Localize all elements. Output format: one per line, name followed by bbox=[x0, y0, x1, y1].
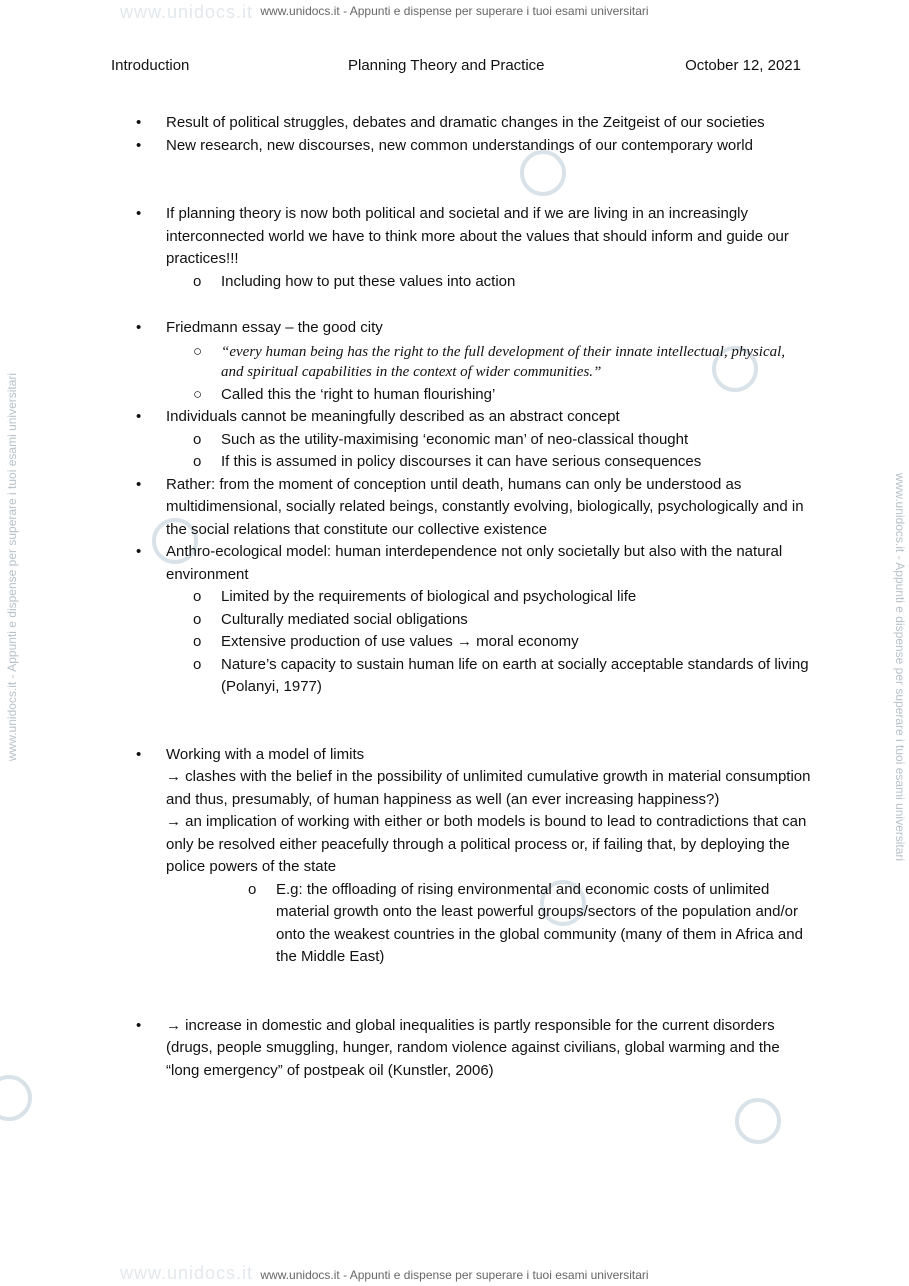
watermark-logo-icon bbox=[735, 1098, 781, 1144]
sub-list-item: o Such as the utility-maximising ‘economic man’ of neo-classical thought bbox=[111, 429, 811, 452]
bullet-marker: o bbox=[193, 453, 202, 470]
list-item: • Rather: from the moment of conception until death, humans can only be understood as multidimensional, socially related beings, constantly evolving, biologically, psychologically and in the social relations that constitute our collective existence bbox=[136, 475, 804, 538]
bullet-marker: o bbox=[193, 430, 202, 448]
watermark-top: www.unidocs.it - Appunti e dispense per superare i tuoi esami universitari bbox=[260, 4, 649, 18]
notes-body bbox=[111, 112, 811, 1082]
bullet-marker: • bbox=[136, 745, 142, 763]
sub-list-item: o Culturally mediated social obligations bbox=[111, 609, 811, 632]
bullet-marker: o bbox=[193, 272, 202, 290]
sub-list-item: o Including how to put these values into action bbox=[111, 271, 811, 294]
header-date: October 12, 2021 bbox=[685, 57, 801, 74]
bullet-marker: ○ bbox=[193, 343, 203, 360]
bullet-marker: o bbox=[193, 633, 202, 650]
header-course-title: Planning Theory and Practice bbox=[348, 57, 545, 74]
bullet-marker: • bbox=[136, 319, 142, 336]
bullet-marker: • bbox=[136, 408, 142, 425]
sub-list-item: o Nature’s capacity to sustain human life on earth at socially acceptable standards of living (Polanyi, 1977) bbox=[193, 655, 809, 695]
list-item: • Working with a model of limits bbox=[111, 744, 811, 767]
list-item: • If planning theory is now both political and societal and if we are living in an increasingly interconnected world we have to think more about the values that should inform and guide our practices!!! bbox=[136, 205, 789, 267]
watermark-faint-top: www.unidocs.it bbox=[120, 2, 254, 22]
bullet-marker: o bbox=[193, 655, 202, 673]
bullet-marker: • bbox=[136, 475, 142, 493]
bullet-marker: o bbox=[193, 610, 202, 628]
bullet-marker: o bbox=[248, 880, 257, 898]
sub-list-item: o If this is assumed in policy discourses it can have serious consequences bbox=[111, 451, 811, 474]
bullet-marker: • bbox=[136, 114, 142, 131]
bullet-marker: o bbox=[193, 588, 202, 605]
sub-list-item-quote: ○ “every human being has the right to the full development of their innate intellectual, physical, and spiritual capabilities in the context of wider communities.” bbox=[193, 343, 786, 380]
watermark-bottom: www.unidocs.it - Appunti e dispense per superare i tuoi esami universitari bbox=[260, 1268, 649, 1282]
watermark-logo-icon bbox=[0, 1075, 32, 1121]
sub-list-item: o Limited by the requirements of biological and psychological life bbox=[111, 586, 811, 609]
page-header bbox=[111, 57, 801, 79]
list-item: • New research, new discourses, new common understandings of our contemporary world bbox=[111, 135, 811, 158]
sub-list-item: ○ Called this the ‘right to human flourishing’ bbox=[111, 384, 811, 407]
list-item: • Individuals cannot be meaningfully described as an abstract concept bbox=[111, 406, 811, 429]
list-item: • Anthro-ecological model: human interdependence not only societally but also with the natural environment bbox=[136, 543, 783, 583]
watermark-faint-bottom: www.unidocs.it bbox=[120, 1263, 254, 1283]
list-item: • → increase in domestic and global inequalities is partly responsible for the current disorders (drugs, people smuggling, hunger, random violence against civilians, global warming and the “long emergency” of postpeak oil (Kunstler, 2006) bbox=[136, 1016, 780, 1079]
bullet-marker: • bbox=[136, 543, 142, 560]
bullet-marker: • bbox=[136, 136, 142, 154]
sub-sub-list-item: o E.g: the offloading of rising environmental and economic costs of unlimited material growth onto the least powerful groups/sectors of the population and/or onto the weakest countries in the global community (many of them in Africa and the Middle East) bbox=[248, 880, 803, 965]
list-item-continuation: → clashes with the belief in the possibility of unlimited cumulative growth in material consumption and thus, presumably, of human happiness as well (an ever increasing happiness?) bbox=[166, 768, 811, 808]
bullet-marker: • bbox=[136, 205, 142, 222]
list-item: • Result of political struggles, debates and dramatic changes in the Zeitgeist of our societies bbox=[111, 112, 811, 135]
list-item: • Friedmann essay – the good city bbox=[111, 317, 811, 340]
bullet-marker: ○ bbox=[193, 385, 203, 403]
bullet-marker: • bbox=[136, 1016, 142, 1034]
watermark-side-right: www.unidocs.it - Appunti e dispense per superare i tuoi esami universitari bbox=[893, 472, 907, 862]
sub-list-item: o Extensive production of use values → moral economy bbox=[111, 631, 811, 654]
list-item-continuation: → an implication of working with either or both models is bound to lead to contradictions that can only be resolved either peacefully through a political process or, if failing that, by deploying the police powers of the state bbox=[166, 813, 807, 875]
watermark-side-left: www.unidocs.it - Appunti e dispense per superare i tuoi esami universitari bbox=[5, 372, 19, 762]
header-section: Introduction bbox=[111, 57, 190, 74]
